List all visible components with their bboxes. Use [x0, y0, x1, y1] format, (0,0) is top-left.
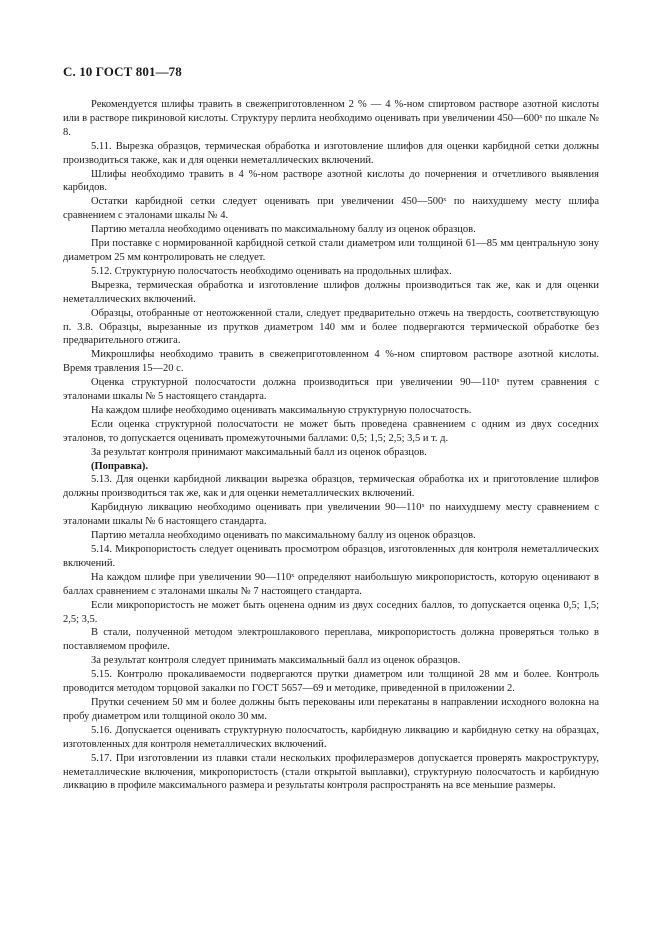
- paragraph: Остатки карбидной сетки следует оценивать при увеличении 450—500ˣ по наихудшему месту шлифа сравнением с эталонами шкалы № 4.: [63, 196, 599, 222]
- paragraph: 5.13. Для оценки карбидной ликвации вырезка образцов, термическая обработка их и приготовление шлифов должны производиться так же, как и для оценки неметаллических включений.: [63, 474, 599, 500]
- paragraph: При поставке с нормированной карбидной сеткой стали диаметром или толщиной 61—85 мм центральную зону диаметром 25 мм контролировать не следует.: [63, 238, 599, 263]
- amendment-note: (Поправка).: [91, 460, 148, 472]
- paragraph: Рекомендуется шлифы травить в свежеприготовленном 2 % — 4 %-ном спиртовом растворе азотной кислоты или в растворе пикриновой кислоты. Структуру перлита необходимо оценивать при увеличении 450—600ˣ по шкале № 8.: [63, 99, 599, 138]
- paragraph: Микрошлифы необходимо травить в свежеприготовленном 4 %-ном спиртовом растворе азотной кислоты. Время травления 15—20 с.: [63, 349, 599, 375]
- paragraph: За результат контроля принимают максимальный балл из оценок образцов.: [91, 446, 427, 458]
- paragraph: Прутки сечением 50 мм и более должны быть перекованы или перекатаны в направлении исходного волокна на пробу диаметром или толщиной около 30 мм.: [63, 696, 599, 722]
- paragraph: Партию металла необходимо оценивать по максимальному баллу из оценок образцов.: [91, 224, 476, 236]
- paragraph: 5.11. Вырезка образцов, термическая обработка и изготовление шлифов для оценки карбидной сетки должны производиться также, как и для оценки неметаллических включений.: [63, 140, 599, 166]
- paragraph: 5.12. Структурную полосчатость необходимо оценивать на продольных шлифах.: [91, 265, 452, 277]
- paragraph: Шлифы необходимо травить в 4 %-ном растворе азотной кислоты до почернения и отчетливого выявления карбидов.: [63, 168, 599, 194]
- page-header: С. 10 ГОСТ 801—78: [63, 64, 182, 79]
- paragraph: 5.16. Допускается оценивать структурную полосчатость, карбидную ликвацию и карбидную сетку на образцах, изготовленных для контроля неметаллических включений.: [63, 724, 599, 750]
- paragraph: Партию металла необходимо оценивать по максимальному баллу из оценок образцов.: [91, 530, 476, 542]
- paragraph: Карбидную ликвацию необходимо оценивать при увеличении 90—110ˣ по наихудшему месту сравнением с эталонами шкалы № 6 настоящего стандарта.: [63, 502, 599, 528]
- paragraph: В стали, полученной методом электрошлакового переплава, микропористость должна проверяться только в поставляемом профиле.: [63, 627, 599, 653]
- paragraph: Оценка структурной полосчатости должна производиться при увеличении 90—110ˣ путем сравнения с эталонами шкалы № 5 настоящего стандарта.: [63, 377, 599, 403]
- paragraph: На каждом шлифе при увеличении 90—110ˣ определяют наибольшую микропористость, которую оценивают в баллах сравнением с эталонами шкалы № 7 настоящего стандарта.: [63, 571, 599, 597]
- paragraph: Вырезка, термическая обработка и изготовление шлифов должны производиться так же, как и для оценки неметаллических включений.: [63, 279, 599, 305]
- document-body: [63, 98, 599, 793]
- paragraph: 5.15. Контролю прокаливаемости подвергаются прутки диаметром или толщиной 28 мм и более. Контроль проводится методом торцовой закалки по ГОСТ 5657—69 и методике, приведенной в приложении 2.: [63, 669, 599, 695]
- paragraph: За результат контроля следует принимать максимальный балл из оценок образцов.: [91, 655, 461, 667]
- paragraph: 5.14. Микропористость следует оценивать просмотром образцов, изготовленных для контроля неметаллических включений.: [63, 544, 599, 569]
- paragraph: На каждом шлифе необходимо оценивать максимальную структурную полосчатость.: [91, 404, 472, 416]
- paragraph: Образцы, отобранные от неотожженной стали, следует предварительно отжечь на твердость, соответствующую п. 3.8. Образцы, вырезанные из прутков диаметром 140 мм и более подвергаются термической обработке без предварительного отжига.: [63, 307, 599, 347]
- paragraph: Если оценка структурной полосчатости не может быть проведена сравнением с одним из двух соседних эталонов, то допускается оценивать промежуточными баллами: 0,5; 1,5; 2,5; 3,5 и т. д.: [63, 418, 599, 444]
- paragraph: 5.17. При изготовлении из плавки стали нескольких профилеразмеров допускается проверять макроструктуру, неметаллические включения, микропористость (стали открытой выплавки), структурную полосчатость и карбидную ликвацию в профиле максимального размера и результаты контроля распространять на все меньшие размеры.: [63, 752, 599, 792]
- paragraph: Если микропористость не может быть оценена одним из двух соседних баллов, то допускается оценка 0,5; 1,5; 2,5; 3,5.: [63, 599, 599, 625]
